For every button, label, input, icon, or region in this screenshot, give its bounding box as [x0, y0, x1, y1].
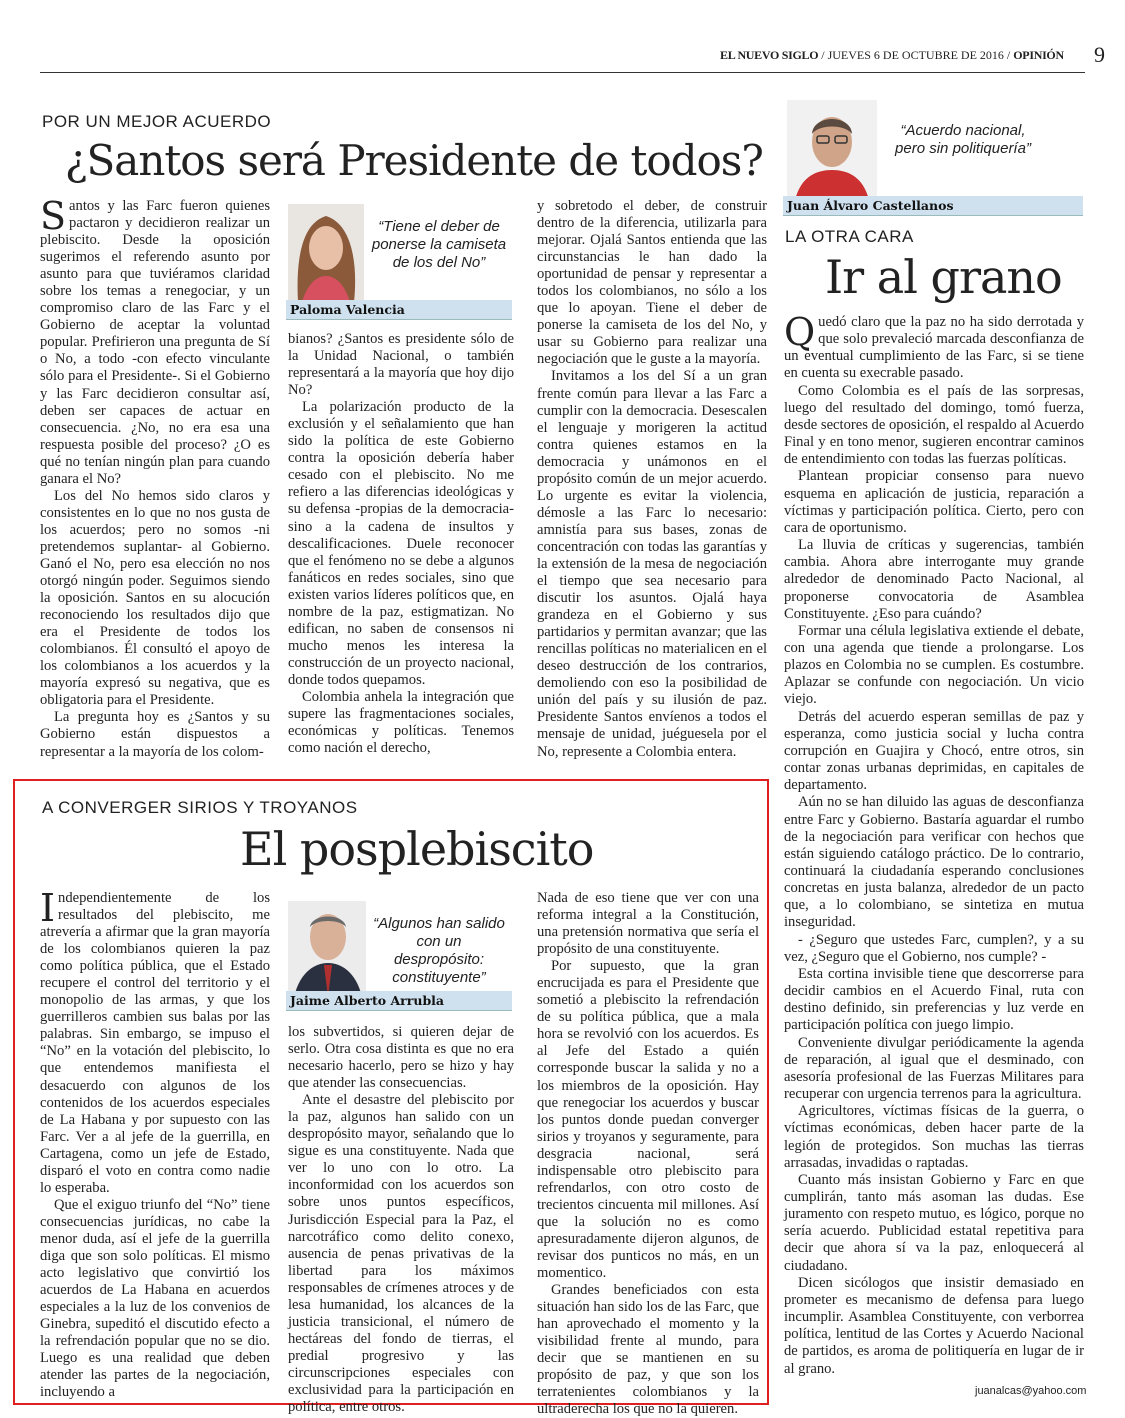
author-email[interactable]: juanalcas@yahoo.com	[975, 1385, 1087, 1397]
article2-column-1	[40, 886, 270, 1401]
article2-paragraph: Grandes beneficiados con esta situación han sido los de las Farc, que han aprovechado el momento y la visibilidad frente al mundo, para decir que se mantienen en su propósito de paz, y que son los terratenientes colombianos y la ultraderecha los que no la quieren.	[537, 1282, 759, 1418]
article1-paragraph: La polarización producto de la exclusión y el señalamiento que han sido la política de este Gobierno contra la oposición debería haber cesado con el plebiscito. No me refiero a las diferencias ideológicas y su defensa -propias de la democracia- sino a la cadena de insultos y descalificaciones. Duele reconocer que el fenómeno no se debe a algunos fanáticos en redes sociales, sino que existen varios líderes políticos que, en nombre de la paz, estigmatizan. No edifican, no saben de consensos ni mucho menos les interesa la construcción de un proyecto nacional, donde todos quepamos.	[288, 399, 514, 688]
article2-column-3	[537, 890, 759, 1418]
article3-paragraph: La lluvia de críticas y sugerencias, también cambia. Ahora abre interrogante muy grande alrededor de denominado Pacto Nacional, al proponerse convocatoria de Asamblea Constituyente. ¿Eso para cuándo?	[784, 537, 1084, 622]
article1-column-2	[288, 331, 514, 757]
article3-headline: Ir al grano	[825, 250, 1062, 304]
article3-paragraph: Agricultores, víctimas físicas de la guerra, o víctimas económicas, deben hacer parte de la legión de protegidos. Son muchas las tierras arrasadas, invadidas o raptadas.	[784, 1103, 1084, 1171]
issue-date: / JUEVES 6 DE OCTUBRE DE 2016 /	[821, 48, 1011, 62]
author-photo	[288, 901, 366, 997]
page-header	[720, 42, 1105, 70]
section-name: OPINIÓN	[1013, 48, 1064, 62]
article2-author-name: Jaime Alberto Arrubla	[286, 991, 512, 1011]
article1-paragraph: Colombia anhela la integración que supere las fragmentaciones sociales, económicas y políticas. Tenemos como nación el derecho,	[288, 688, 514, 757]
article3-kicker: LA OTRA CARA	[785, 227, 914, 246]
article1-paragraph: Los del No hemos sido claros y consistentes en lo que no nos gusta de los acuerdos; pero no somos -ni pretendemos suplantar- al Gobierno. Ganó el No, pero esa elección no nos otorgó ningún poder. Seguimos siendo la oposición. Santos en su alocución reconociendo los resultados dijo que era el Presidente de todos los colombianos. Él consultó el apoyo de los colombianos a los acuerdos y la mayoría expresó su negativa, que es obligatoria para el Presidente.	[40, 487, 270, 709]
article3-paragraph: Dicen sicólogos que insistir demasiado en prometer es mecanismo de defensa para luego incumplir. Asamblea Constituyente, con verborrea política, lentitud de las Cortes y Acuerdo Nacional de partidos, es aroma de politiquería en lugar de ir al grano.	[784, 1274, 1084, 1377]
article3-paragraph: - ¿Seguro que ustedes Farc, cumplen?, y a su vez, ¿Seguro que el Gobierno, nos cumple? -	[784, 931, 1084, 965]
article3-dropcap: Q	[784, 310, 816, 354]
article1-pull-quote: “Tiene el deber de ponerse la camiseta de los del No”	[371, 218, 507, 271]
article3-paragraph: Esta cortina invisible tiene que descorrerse para decidir cambios en el Acuerdo Final, ruta con destino definido, sin preferencias y luz verde en participación política con juego limpio.	[784, 965, 1084, 1034]
article3-paragraph: Plantean propiciar consenso para nuevo esquema en aplicación de justicia, reparación a víctimas y participación política. Cierto, pero con cara de oportunismo.	[784, 468, 1084, 536]
page-number: 9	[1094, 42, 1105, 67]
article1-column-1	[40, 194, 270, 761]
article3-pull-quote: “Acuerdo nacional, pero sin politiquería”	[895, 122, 1031, 157]
article2-column-2	[288, 1024, 514, 1416]
article3-column	[784, 310, 1084, 1378]
article1-headline: ¿Santos será Presidente de todos?	[65, 136, 763, 185]
article1-paragraph: y sobretodo el deber, de construir dentro de la diferencia, utilizarla para mejorar. Ojalá Santos entienda que las circunstancias le han dado la oportunidad de pensar y representar a todos los colombianos, no sólo a los que lo apoyan. Tiene el deber de ponerse la camiseta de los del No, y usar su Gobierno para realizar una negociación que le guste a la mayoría.	[537, 198, 767, 368]
article1-paragraph: La pregunta hoy es ¿Santos y su Gobierno están dispuestos a representar a la mayoría de los colom-	[40, 709, 270, 760]
article3-paragraph: Conveniente divulgar periódicamente la agenda de reparación, al igual que el desminado, con asesoría profesional de las Fuerzas Militares para recuperar con urgencia terrenos para la agricultura.	[784, 1034, 1084, 1103]
article2-paragraph: ndependientemente de los resultados del plebiscito, me atrevería a afirmar que la gran mayoría de los colombianos quieren la paz como política pública, que el Estado recupere el control del territorio y el monopolio de las armas, y que los guerrilleros cambien sus balas por las palabras. Sin embargo, se impuso el “No” en la votación del plebiscito, lo que entendemos manifiesta el desacuerdo con algunos de los contenidos de los acuerdos especiales de La Habana y por supuesto con las Farc. Ver a al jefe de la guerrilla, en Cartagena, como un jefe de Estado, disparó el voto en contra como nadie lo esperaba.	[40, 890, 270, 1196]
article3-paragraph: Cuanto más insistan Gobierno y Farc en que cumplirán, tanto más asoman las dudas. Ese juramento con respeto mutuo, es lógico, porque no sería acuerdo. Publicidad estatal repetitiva para decir que ahora sí va la paz, enloquecerá al ciudadano.	[784, 1171, 1084, 1274]
author-photo	[288, 204, 364, 302]
author-photo	[787, 100, 877, 200]
article1-paragraph: bianos? ¿Santos es presidente sólo de la Unidad Nacional, o también representará a la mayoría que hoy dijo No?	[288, 331, 514, 399]
article3-paragraph: Formar una célula legislativa extiende el debate, con una agenda que tiende a prolongarse. Los plazos en Colombia no se cumplen. Es costumbre. Aplazar se confunde con negociación. Un vicio viejo.	[784, 622, 1084, 708]
article1-column-3	[537, 198, 767, 761]
article2-paragraph: los subvertidos, si quieren dejar de serlo. Otra cosa distinta es que no era necesario hacerlo, pero se hizo y hay que atender las consecuencias.	[288, 1024, 514, 1092]
article3-author-box	[783, 98, 1085, 220]
article1-kicker: POR UN MEJOR ACUERDO	[42, 112, 272, 131]
article2-kicker: A CONVERGER SIRIOS Y TROYANOS	[42, 798, 358, 817]
article2-paragraph: Por supuesto, que la gran encrucijada es para el Presidente que sometió a plebiscito la refrendación de su política pública, que a mala hora se revolvió con los acuerdos. Es al Jefe del Estado a quién corresponde buscar la salida y no a los miembros de la oposición. Hay que renegociar los acuerdos y buscar los puntos donde puedan converger sirios y troyanos y seguramente, para desgracia nacional, será indispensable otro plebiscito para refrendarlos, con otro costo de trecientos cincuenta mil millones. Así que la solución no es como apresuradamente dijeron algunos, de revisar dos punticos no más, en un momentico.	[537, 958, 759, 1282]
article2-paragraph: Que el exiguo triunfo del “No” tiene consecuencias jurídicas, no cabe la menor duda, así el jefe de la guerrilla diga que son solo políticas. El mismo acto legislativo que convirtió los acuerdos de La Habana en acuerdos especiales a la luz de los convenios de Ginebra, supeditó el discutido efecto a la refrendación popular que no se dio. Luego es una realidad que deben atender las partes de la negociación, incluyendo a	[40, 1196, 270, 1401]
article2-dropcap: I	[40, 886, 56, 930]
article1-author-name: Paloma Valencia	[286, 300, 512, 320]
article3-paragraph: Detrás del acuerdo esperan semillas de paz y esperanza, como justicia social y lucha contra corrupción en Guajira y Chocó, entre otros, sin contar zonas urbanas deprimidas, en capitales de departamento.	[784, 708, 1084, 794]
article2-paragraph: Nada de eso tiene que ver con una reforma integral a la Constitución, una pretensión normativa que sería el propósito de una constituyente.	[537, 890, 759, 958]
article1-paragraph: antos y las Farc fueron quienes pactaron y decidieron realizar un plebiscito. Desde la oposición sugerimos el referendo asunto por asunto para que tuviéramos claridad sobre los temas a renegociar, y un compromiso claro de las Farc y el Gobierno de aceptar la voluntad popular. Prefirieron una pregunta de Sí o No, a todo -con efecto vinculante sólo para el Presidente-. Si el Gobierno y las Farc decidieron consultar así, deben ser capaces de actuar en consecuencia. ¿No, no era esa una respuesta posible del proceso? ¿O es qué no tenían ningún plan para cuando ganara el No?	[40, 198, 270, 487]
article3-paragraph: uedó claro que la paz no ha sido derrotada y que solo prevaleció marcada desconfianza de un eventual cumplimiento de las Farc, si se tiene en cuenta su execrable pasado.	[784, 314, 1084, 382]
article2-author-box	[286, 897, 512, 1015]
header-rule	[40, 72, 1085, 73]
article3-paragraph: Aún no se han diluido las aguas de desconfianza entre Farc y Gobierno. Bastaría aguardar el rumbo de la negociación para verificar con hechos que están siguiendo catálogo práctico. De lo contrario, continuará la ciudadanía esperando conclusiones concretas en justa balanza, alrededor de un pacto que, a lo colombiano, se sintetiza en mutua inseguridad.	[784, 794, 1084, 931]
article1-paragraph: Invitamos a los del Sí a un gran frente común para llevar a las Farc a cumplir con la democracia. Desescalen el lenguaje y morigeren la actitud contra quienes estamos en la democracia y unámonos en el propósito común de un mejor acuerdo. Lo urgente es evitar la violencia, démosle a las Farc lo necesario: amnistía para sus bases, zonas de concentración con todas las garantías y la extensión de la mesa de negociación el tiempo que sea necesario para discutir los asuntos. Ojalá haya grandeza en el Gobierno y sus partidarios y permitan avanzar; que las rencillas políticas no materialicen en el deseo destrucción de los contrarios, demoliendo con eso la posibilidad de unión del país y su ilusión de paz. Presidente Santos envíenos a todos el mensaje de unidad, juéguesela por el No, represente a Colombia entera.	[537, 368, 767, 760]
article2-headline: El posplebiscito	[240, 822, 594, 876]
publication-name: EL NUEVO SIGLO	[720, 48, 819, 62]
article2-paragraph: Ante el desastre del plebiscito por la paz, algunos han salido con un despropósito mayor, señalando que lo sigue es una constituyente. Nada que ver lo uno con lo otro. La inconformidad con los acuerdos son sobre unos puntos específicos, Jurisdicción Especial para la Paz, el narcotráfico como delito conexo, ausencia de penas privativas de la libertad para los máximos responsables de crímenes atroces y de lesa humanidad, los alcances de la justicia transicional, el número de hectáreas del fondo de tierras, el predial progresivo y las circunscripciones especiales con exclusividad para la participación en política, entre otros.	[288, 1092, 514, 1416]
article2-pull-quote: “Algunos han salido con un despropósito: constituyente”	[373, 915, 505, 986]
article3-paragraph: Como Colombia es el país de las sorpresas, luego del resultado del domingo, tomó fuerza, desde sectores de oposición, el respaldo al Acuerdo Final y en tono menor, sugieren encontrar caminos de entendimiento con todas las fuerzas políticas.	[784, 382, 1084, 468]
article1-dropcap: S	[40, 194, 67, 238]
article3-author-name: Juan Álvaro Castellanos	[783, 196, 1083, 216]
article1-author-box	[286, 198, 512, 322]
